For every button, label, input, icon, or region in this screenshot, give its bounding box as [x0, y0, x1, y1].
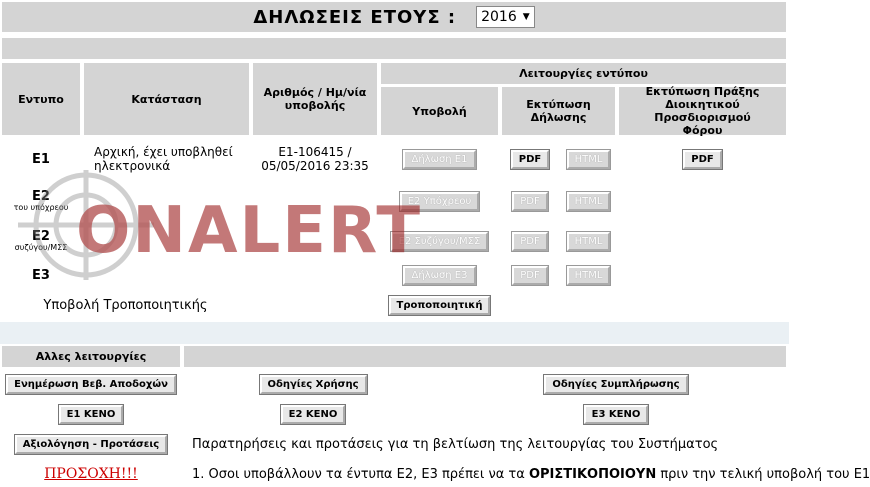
- feedback-text-cell: [184, 431, 786, 457]
- amend-pdf-cell: [502, 292, 558, 319]
- status-cell-e2-spouse: [84, 223, 249, 259]
- act-cell-e3: [619, 263, 786, 288]
- html-e3-button[interactable]: HTML: [567, 266, 611, 285]
- number-cell-e1: Ε1-106415 / 05/05/2016 23:35: [253, 139, 377, 179]
- submit-cell-e2-obligor: [381, 183, 498, 219]
- status-cell-e1: Αρχική, έχει υποβληθεί ηλεκτρονικά: [84, 139, 249, 179]
- page-title: ΔΗΛΩΣΕΙΣ ΕΤΟΥΣ :: [253, 6, 457, 28]
- separator-strip: [0, 322, 789, 344]
- status-cell-e2-obligor: [84, 183, 249, 219]
- header-print-declaration: Εκτύπωση Δήλωσης: [502, 87, 615, 135]
- form-cell-e3: Ε3: [2, 263, 80, 288]
- html-cell-e3: [562, 263, 615, 288]
- number-cell-e2-obligor: [253, 183, 377, 219]
- feedback-text: Παρατηρήσεις και προτάσεις για τη βελτίωση της λειτουργίας του Συστήματος: [192, 436, 719, 452]
- e2-blank-button[interactable]: Ε2 ΚΕΝΟ: [281, 405, 346, 424]
- e1-blank-button[interactable]: Ε1 ΚΕΝΟ: [59, 405, 124, 424]
- number-cell-e3: [253, 263, 377, 288]
- e1-blank-cell: [2, 401, 180, 427]
- header-status: Κατάσταση: [84, 63, 249, 135]
- warning-text-cell: [184, 461, 870, 487]
- form-cell-e1: Ε1: [2, 139, 80, 179]
- fill-guide-button[interactable]: Οδηγίες Συμπλήρωσης: [544, 375, 687, 394]
- pdf-cell-e2-spouse: [502, 223, 558, 259]
- header-submit: Υποβολή: [381, 87, 498, 135]
- amend-submit-cell: [381, 292, 498, 319]
- feedback-button[interactable]: Αξιολόγηση - Προτάσεις: [15, 435, 167, 454]
- status-cell-e3: [84, 263, 249, 288]
- html-e2-obligor-button[interactable]: HTML: [567, 192, 611, 211]
- declaration-e3-button[interactable]: Δήλωση Ε3: [403, 266, 475, 285]
- number-cell-e2-spouse: [253, 223, 377, 259]
- year-select-value: 2016: [481, 9, 517, 25]
- header-number-date: Αριθμός / Ημ/νία υποβολής: [253, 63, 377, 135]
- warning-label-cell: [2, 461, 180, 487]
- warning-text-part1: 1. Οσοι υποβάλλουν τα έντυπα Ε2, Ε3 πρέπει να τα: [192, 466, 529, 482]
- act-cell-e1: [619, 139, 786, 179]
- header-print-act: Εκτύπωση Πράξης Διοικητικού Προσδιορισμού Φόρου: [619, 87, 786, 135]
- other-functions-header-bar: [184, 346, 786, 367]
- act-cell-e2-spouse: [619, 223, 786, 259]
- warning-label: ΠΡΟΣΟΧΗ!!!: [44, 466, 138, 482]
- html-cell-e2-obligor: [562, 183, 615, 219]
- submit-cell-e1: [381, 139, 498, 179]
- pdf-e2-spouse-button[interactable]: PDF: [512, 232, 547, 251]
- amend-number-cell: [253, 292, 377, 319]
- html-e2-spouse-button[interactable]: HTML: [567, 232, 611, 251]
- year-select[interactable]: [476, 6, 535, 28]
- e2-blank-cell: [184, 401, 442, 427]
- warning-text-part2: πριν την τελική υποβολή του Ε1: [656, 466, 870, 482]
- watermark-text: ONALERT: [76, 194, 423, 268]
- pdf-cell-e3: [502, 263, 558, 288]
- submit-cell-e3: [381, 263, 498, 288]
- fill-guide-cell: [446, 371, 786, 397]
- pdf-cell-e1: [502, 139, 558, 179]
- amend-html-cell: [562, 292, 615, 319]
- act-cell-e2-obligor: [619, 183, 786, 219]
- title-bar: [2, 2, 786, 32]
- update-income-cell: [2, 371, 180, 397]
- update-income-button[interactable]: Ενημέρωση Βεβ. Αποδοχών: [6, 375, 176, 394]
- e2-spouse-button[interactable]: Ε2 Συζύγου/ΜΣΣ: [391, 232, 489, 251]
- e2-obligor-button[interactable]: Ε2 Υπόχρεου: [400, 192, 480, 211]
- e3-blank-button[interactable]: Ε3 ΚΕΝΟ: [584, 405, 649, 424]
- header-functions: Λειτουργίες εντύπου: [381, 63, 786, 84]
- declaration-e1-button[interactable]: Δήλωση Ε1: [403, 150, 475, 169]
- html-cell-e1: [562, 139, 615, 179]
- html-e1-button[interactable]: HTML: [567, 150, 611, 169]
- header-form: Εντυπο: [2, 63, 80, 135]
- other-functions-title: Αλλες λειτουργίες: [2, 346, 180, 367]
- html-cell-e2-spouse: [562, 223, 615, 259]
- amend-label-cell: Υποβολή Τροποποιητικής: [2, 292, 249, 319]
- pdf-e2-obligor-button[interactable]: PDF: [512, 192, 547, 211]
- amend-button[interactable]: Τροποποιητική: [389, 296, 491, 315]
- pdf-e3-button[interactable]: PDF: [512, 266, 547, 285]
- usage-guide-button[interactable]: Οδηγίες Χρήσης: [260, 375, 367, 394]
- amend-act-cell: [619, 292, 786, 319]
- e3-blank-cell: [446, 401, 786, 427]
- pdf-cell-e2-obligor: [502, 183, 558, 219]
- usage-guide-cell: [184, 371, 442, 397]
- submit-cell-e2-spouse: [381, 223, 498, 259]
- pdf-e1-button[interactable]: PDF: [511, 150, 549, 169]
- feedback-button-cell: [2, 431, 180, 457]
- chevron-down-icon: ▼: [522, 12, 530, 22]
- form-cell-e2-obligor: Ε2 του υπόχρεου: [2, 183, 80, 219]
- pdf-act-e1-button[interactable]: PDF: [683, 150, 721, 169]
- spacer-bar: [2, 38, 786, 59]
- warning-text-bold: ΟΡΙΣΤΙΚΟΠΟΙΟΥΝ: [528, 466, 657, 482]
- form-cell-e2-spouse: Ε2 συζύγου/ΜΣΣ: [2, 223, 80, 259]
